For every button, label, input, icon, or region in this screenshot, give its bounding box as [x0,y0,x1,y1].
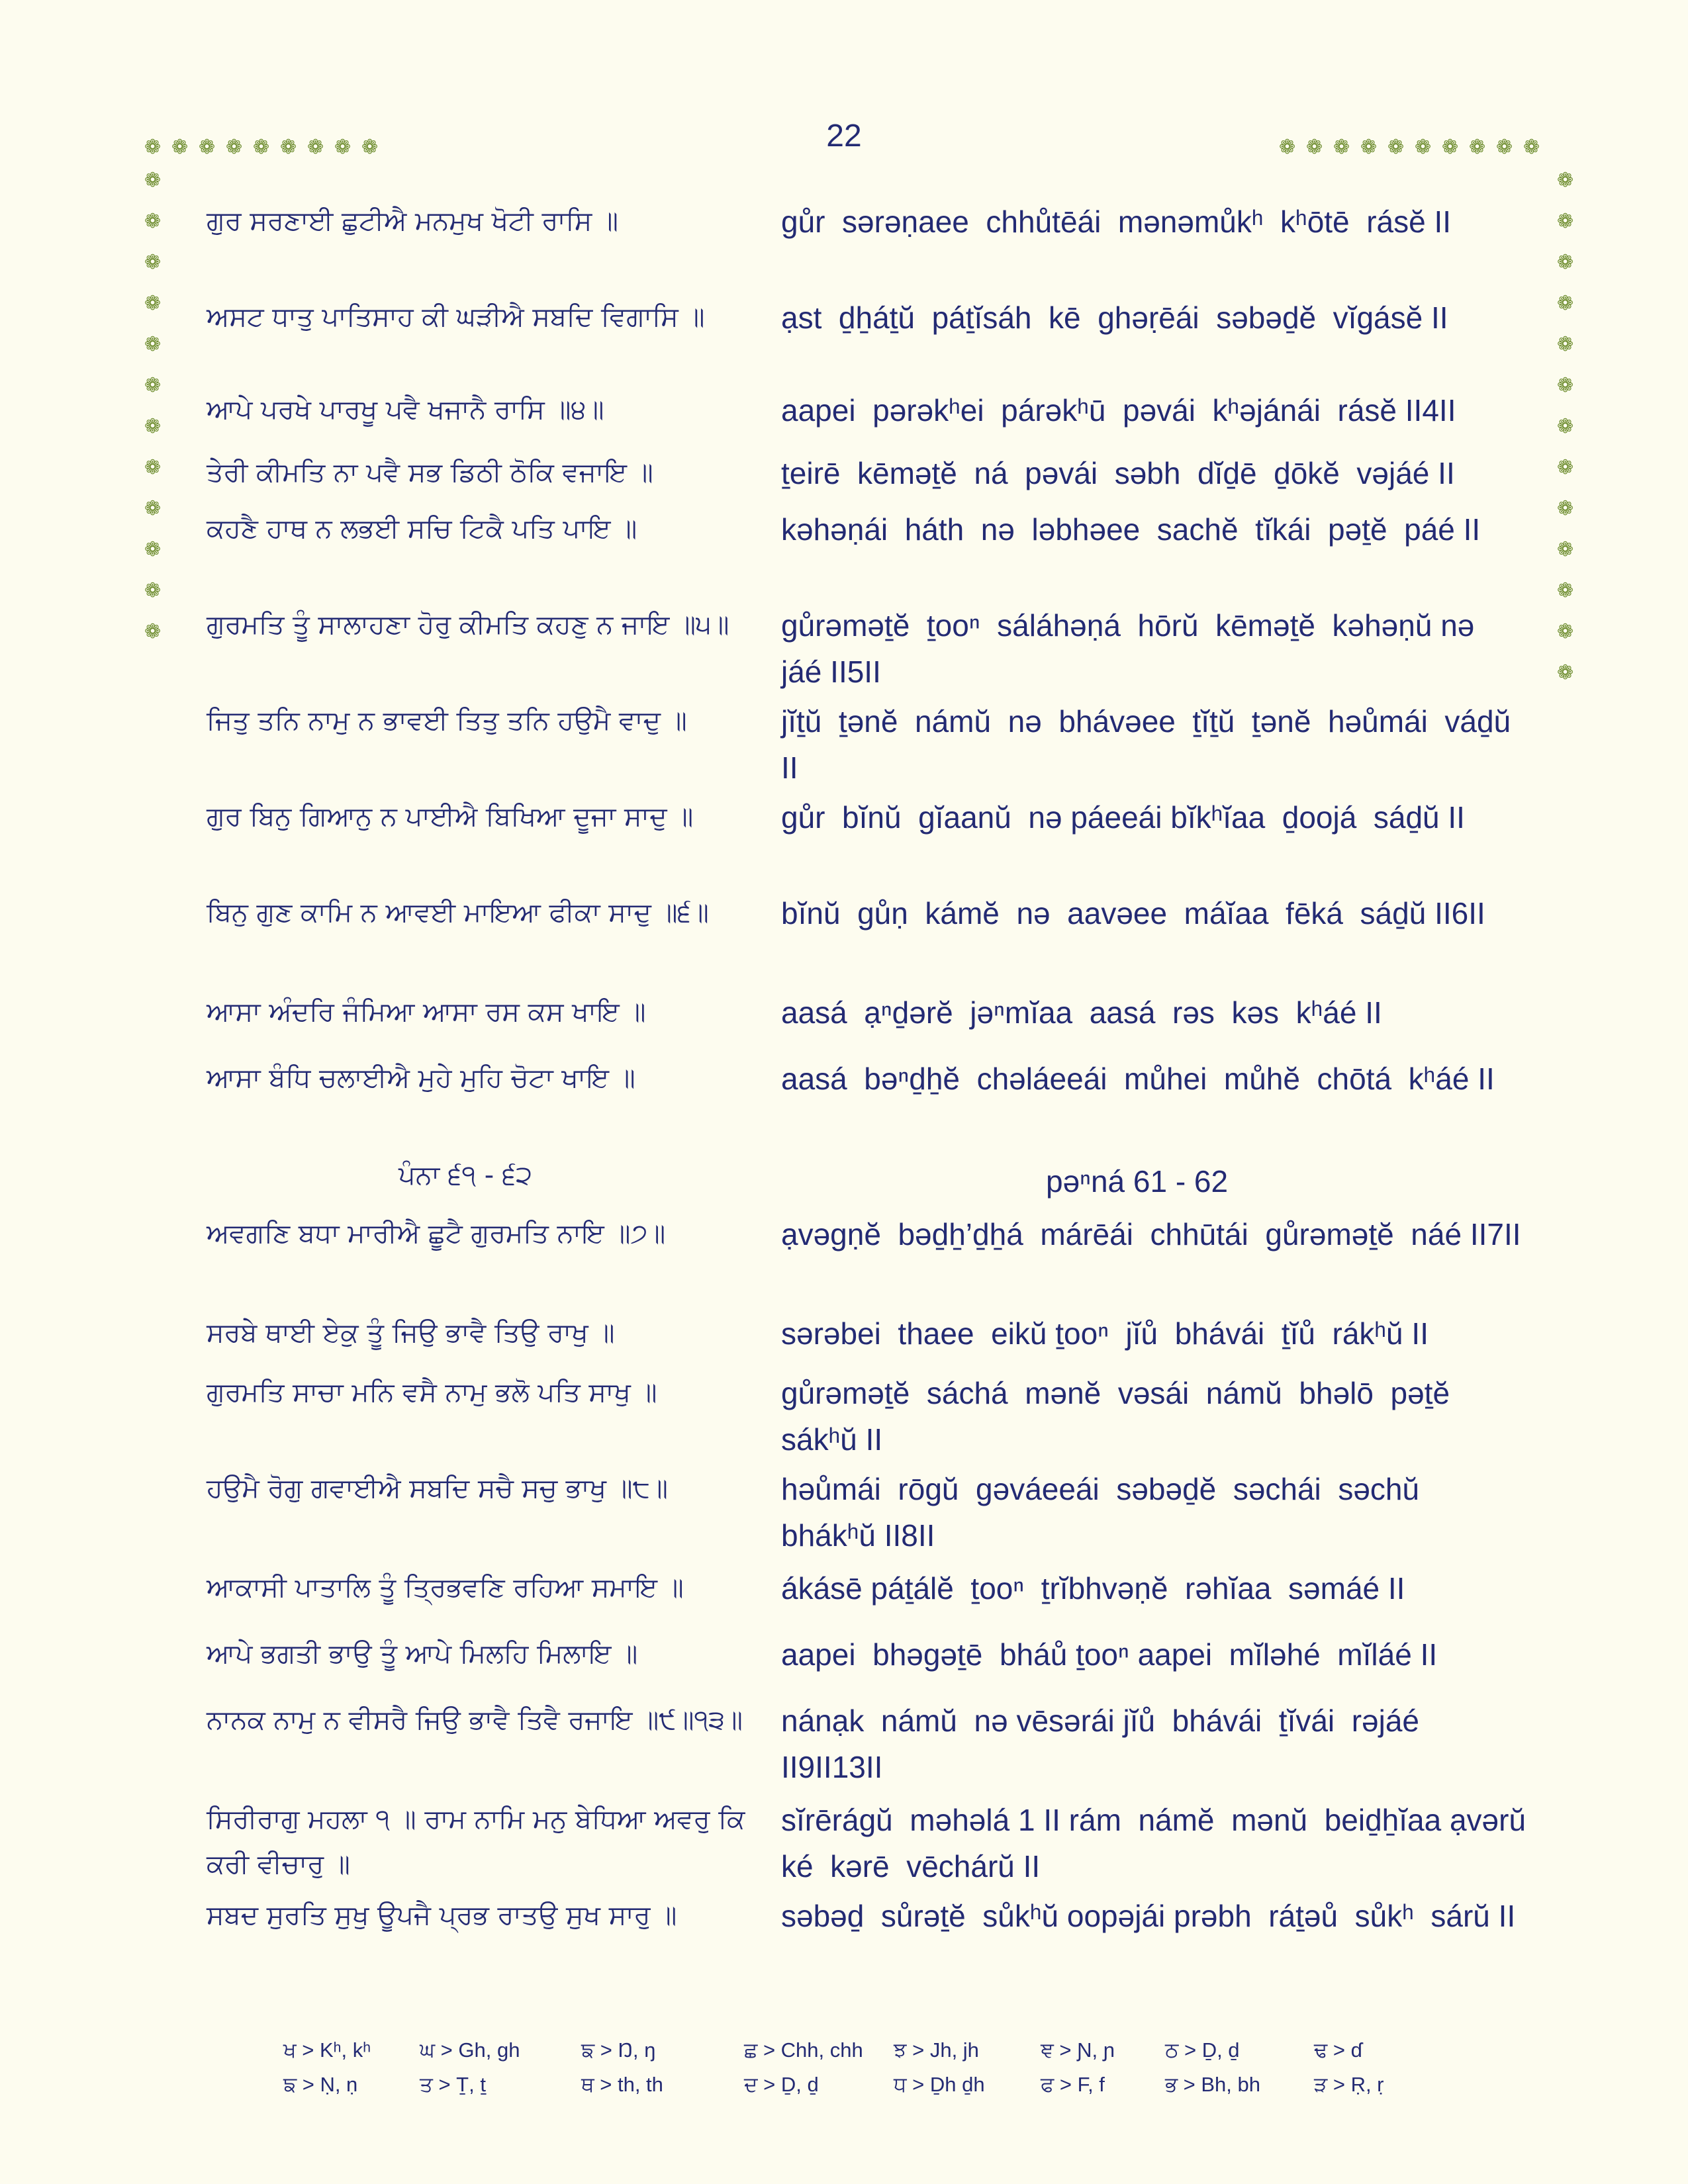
flower-ornament-icon: ❁ [144,374,162,397]
transliteration: səbəḏ sůrəṯĕ sůkʰŭ oopəjái prəbh ráṯəů sůkʰ sárŭ II [781,1899,1516,1933]
flower-ornament-icon: ❁ [1360,136,1378,159]
transliteration: ạvəgṇĕ bəḏẖ’ḏẖá márēái chhūtái gůrəməṯĕ náé II7II [781,1217,1521,1251]
transliteration: pəⁿná 61 - 62 [1046,1164,1229,1199]
legend-entry: ੜ > Ṛ, ṛ [1314,2073,1384,2096]
gurmukhi-verse: ਸਰਬੇ ਥਾਈ ਏਕੁ ਤੂੰ ਜਿਉ ਭਾਵੈ ਤਿਉ ਰਾਖੁ ॥ [207,1318,615,1348]
gurmukhi-verse: ਅਸਟ ਧਾਤੁ ਪਾਤਿਸਾਹ ਕੀ ਘੜੀਐ ਸਬਦਿ ਵਿਗਾਸਿ ॥ [207,302,705,332]
gurmukhi-verse: ਗੁਰਮਤਿ ਸਾਚਾ ਮਨਿ ਵਸੈ ਨਾਮੁ ਭਲੋ ਪਤਿ ਸਾਖੁ ॥ [207,1377,657,1408]
gurmukhi-verse: ਬਿਨੁ ਗੁਣ ਕਾਮਿ ਨ ਆਵਈ ਮਾਇਆ ਫੀਕਾ ਸਾਦੁ ॥੬॥ [207,897,709,928]
flower-ornament-icon: ❁ [1279,136,1296,159]
gurmukhi-verse: ਸਿਰੀਰਾਗੁ ਮਹਲਾ ੧ ॥ ਰਾਮ ਨਾਮਿ ਮਨੁ ਬੇਧਿਆ ਅਵਰੁ ਕਿ ਕਰੀ ਵੀਚਾਰੁ ॥ [207,1804,745,1880]
gurmukhi-verse: ਆਕਾਸੀ ਪਾਤਾਲਿ ਤੂੰ ਤ੍ਰਿਭਵਣਿ ਰਹਿਆ ਸਮਾਇ ॥ [207,1572,684,1603]
flower-ornament-icon: ❁ [144,538,162,561]
legend-entry: ਦ > Ḏ, ḏ [744,2073,819,2096]
flower-ornament-icon: ❁ [171,136,189,159]
legend-entry: ਙ > Ṇ, ṇ [283,2073,358,2096]
flower-ornament-icon: ❁ [1415,136,1432,159]
gurmukhi-verse: ਆਸਾ ਅੰਦਰਿ ਜੰਮਿਆ ਆਸਾ ਰਸ ਕਸ ਖਾਇ ॥ [207,997,646,1027]
gurmukhi-verse: ਤੇਰੀ ਕੀਮਤਿ ਨਾ ਪਵੈ ਸਭ ਡਿਠੀ ਠੋਕਿ ਵਜਾਇ ॥ [207,457,653,488]
flower-ornament-icon: ❁ [307,136,324,159]
flower-ornament-icon: ❁ [199,136,216,159]
transliteration: həůmái rōgŭ gəváeeái səbəḏĕ səchái səchŭ bhákʰŭ II8II [781,1472,1436,1553]
legend-entry: ਫ > F, f [1041,2073,1105,2096]
flower-ornament-icon: ❁ [1333,136,1350,159]
flower-ornament-icon: ❁ [1557,497,1574,520]
transliteration: aasá bəⁿḏẖĕ chəláeeái můhei můhĕ chōtá kʰáé II [781,1062,1495,1096]
legend-entry: ਞ > Ɲ, ɲ [1041,2038,1115,2062]
flower-ornament-icon: ❁ [144,456,162,479]
flower-ornament-icon: ❁ [1557,661,1574,684]
gurmukhi-verse: ਆਪੇ ਭਗਤੀ ਭਾਉ ਤੂੰ ਆਪੇ ਮਿਲਹਿ ਮਿਲਾਇ ॥ [207,1639,638,1669]
flower-ornament-icon: ❁ [1557,292,1574,315]
flower-ornament-icon: ❁ [226,136,243,159]
transliteration: ákásē páṯálĕ ṯooⁿ ṯrĭbhvəṇĕ rəhĭaa səmáé II [781,1571,1405,1606]
legend-entry: ਖ > Kʰ, kʰ [283,2038,371,2062]
gurmukhi-verse: ਸਬਦ ਸੁਰਤਿ ਸੁਖੁ ਊਪਜੈ ਪ੍ਰਭ ਰਾਤਉ ਸੁਖ ਸਾਰੁ ॥ [207,1900,677,1931]
flower-ornament-icon: ❁ [1557,169,1574,192]
flower-ornament-icon: ❁ [1557,456,1574,479]
gurmukhi-verse: ਅਵਗਣਿ ਬਧਾ ਮਾਰੀਐ ਛੂਟੈ ਗੁਰਮਤਿ ਨਾਇ ॥੭॥ [207,1218,666,1249]
transliteration: ạst ḏẖáṯŭ páṯĭsáh kē ghəṛēái səbəḏĕ vĭgásĕ II [781,300,1448,335]
flower-ornament-icon: ❁ [144,579,162,602]
transliteration: gůrəməṯĕ sáchá mənĕ vəsái námŭ bhəlō pəṯĕ sákʰŭ II [781,1376,1467,1457]
legend-entry: ਭ > Bh, bh [1165,2073,1260,2096]
flower-ornament-icon: ❁ [1557,538,1574,561]
flower-ornament-icon: ❁ [144,497,162,520]
flower-ornament-icon: ❁ [1306,136,1323,159]
flower-ornament-icon: ❁ [144,620,162,643]
flower-ornament-icon: ❁ [144,210,162,233]
legend-entry: ਧ > Ḏh ḏh [894,2073,985,2096]
transliteration: aapei bhəgəṯē bháů ṯooⁿ aapei mĭləhé mĭláé II [781,1637,1438,1672]
legend-entry: ਢ > ɗ [1314,2038,1362,2062]
gurmukhi-verse: ਨਾਨਕ ਨਾਮੁ ਨ ਵੀਸਰੈ ਜਿਉ ਭਾਵੈ ਤਿਵੈ ਰਜਾਇ ॥੯॥੧੩॥ [207,1705,743,1735]
flower-ornament-icon: ❁ [1469,136,1486,159]
transliteration: sərəbei thaee eikŭ ṯooⁿ jĭů bhávái ṯĭů rákʰŭ II [781,1316,1429,1351]
legend-entry: ਘ > Gh, gh [420,2038,520,2062]
flower-ornament-icon: ❁ [1442,136,1459,159]
gurmukhi-verse: ਪੰਨਾ ੬੧ - ੬੨ [399,1160,533,1191]
flower-ornament-icon: ❁ [1557,210,1574,233]
transliteration: gůr sərəṇaee chhůtēái mənəmůkʰ kʰōtē rásĕ II [781,205,1452,239]
page-number: 22 [826,118,862,154]
transliteration: kəhəṇái háth nə ləbhəee sachĕ tĭkái pəṯĕ páé II [781,512,1481,547]
transliteration: gůrəməṯĕ ṯooⁿ sáláhəṇá hōrŭ kēməṯĕ kəhəṇŭ nə jáé II5II [781,608,1491,689]
flower-ornament-icon: ❁ [1387,136,1405,159]
flower-ornament-icon: ❁ [334,136,352,159]
transliteration: aasá ạⁿḏərĕ jəⁿmĭaa aasá rəs kəs kʰáé II [781,995,1382,1030]
transliteration: gůr bĭnŭ gĭaanŭ nə páeeái bĭkʰĭaa ḏoojá sáḏŭ II [781,800,1465,835]
flower-ornament-icon: ❁ [144,333,162,356]
gurmukhi-verse: ਕਹਣੈ ਹਾਥ ਨ ਲਭਈ ਸਚਿ ਟਿਕੈ ਪਤਿ ਪਾਇ ॥ [207,514,637,544]
flower-ornament-icon: ❁ [144,415,162,438]
gurmukhi-verse: ਜਿਤੁ ਤਨਿ ਨਾਮੁ ਨ ਭਾਵਈ ਤਿਤੁ ਤਨਿ ਹਉਮੈ ਵਾਦੁ ॥ [207,705,687,736]
flower-ornament-icon: ❁ [144,251,162,274]
legend-entry: ਠ > Ḏ, ḏ [1165,2038,1240,2062]
flower-ornament-icon: ❁ [144,292,162,315]
gurmukhi-verse: ਹਉਮੈ ਰੋਗੁ ਗਵਾਈਐ ਸਬਦਿ ਸਚੈ ਸਚੁ ਭਾਖੁ ॥੮॥ [207,1473,669,1504]
gurmukhi-verse: ਗੁਰ ਬਿਨੁ ਗਿਆਨੁ ਨ ਪਾਈਐ ਬਿਖਿਆ ਦੂਜਾ ਸਾਦੁ ॥ [207,801,694,832]
flower-ornament-icon: ❁ [1557,620,1574,643]
transliteration: sĭrērágŭ məhəlá 1 II rám námĕ mənŭ beiḏẖĭaa ạvərŭ ké kərē vēchárŭ II [781,1803,1543,1884]
flower-ornament-icon: ❁ [144,136,162,159]
legend-entry: ਛ > Chh, chh [744,2038,863,2062]
flower-ornament-icon: ❁ [144,169,162,192]
legend-entry: ਝ > Jh, jh [894,2038,979,2062]
transliteration: nánạk námŭ nə vēsərái jĭů bhávái ṯĭvái rəjáé II9II13II [781,1704,1428,1784]
legend-entry: ਥ > th, th [581,2073,663,2096]
flower-ornament-icon: ❁ [1557,251,1574,274]
transliteration: jĭṯŭ ṯənĕ námŭ nə bhávəee ṯĭṯŭ ṯənĕ həůmái váḏŭ II [781,704,1519,785]
flower-ornament-icon: ❁ [1557,415,1574,438]
transliteration: ṯeirē kēməṯĕ ná pəvái səbh dĭḏē ḏōkĕ vəjáé II [781,456,1455,490]
transliteration: aapei pərəkʰei párəkʰū pəvái kʰəjánái rásĕ II4II [781,393,1456,428]
gurmukhi-verse: ਗੁਰਮਤਿ ਤੂੰ ਸਾਲਾਹਣਾ ਹੋਰੁ ਕੀਮਤਿ ਕਹਣੁ ਨ ਜਾਇ ॥੫॥ [207,610,729,640]
gurmukhi-verse: ਆਪੇ ਪਰਖੇ ਪਾਰਖੂ ਪਵੈ ਖਜਾਨੈ ਰਾਸਿ ॥੪॥ [207,394,604,425]
flower-ornament-icon: ❁ [1557,374,1574,397]
flower-ornament-icon: ❁ [1557,333,1574,356]
flower-ornament-icon: ❁ [1496,136,1513,159]
gurmukhi-verse: ਗੁਰ ਸਰਣਾਈ ਛੁਟੀਐ ਮਨਮੁਖ ਖੋਟੀ ਰਾਸਿ ॥ [207,206,618,236]
legend-entry: ਙ > Ŋ, ŋ [581,2038,656,2062]
gurmukhi-verse: ਆਸਾ ਬੰਧਿ ਚਲਾਈਐ ਮੁਹੇ ਮੁਹਿ ਚੋਟਾ ਖਾਇ ॥ [207,1063,635,1093]
transliteration: bĭnŭ gůṇ kámĕ nə aavəee máĭaa fēká sáḏŭ II6II [781,896,1485,931]
flower-ornament-icon: ❁ [280,136,297,159]
flower-ornament-icon: ❁ [1523,136,1540,159]
flower-ornament-icon: ❁ [253,136,270,159]
legend-entry: ਤ > Ṯ, ṯ [420,2073,486,2096]
flower-ornament-icon: ❁ [361,136,379,159]
flower-ornament-icon: ❁ [1557,579,1574,602]
